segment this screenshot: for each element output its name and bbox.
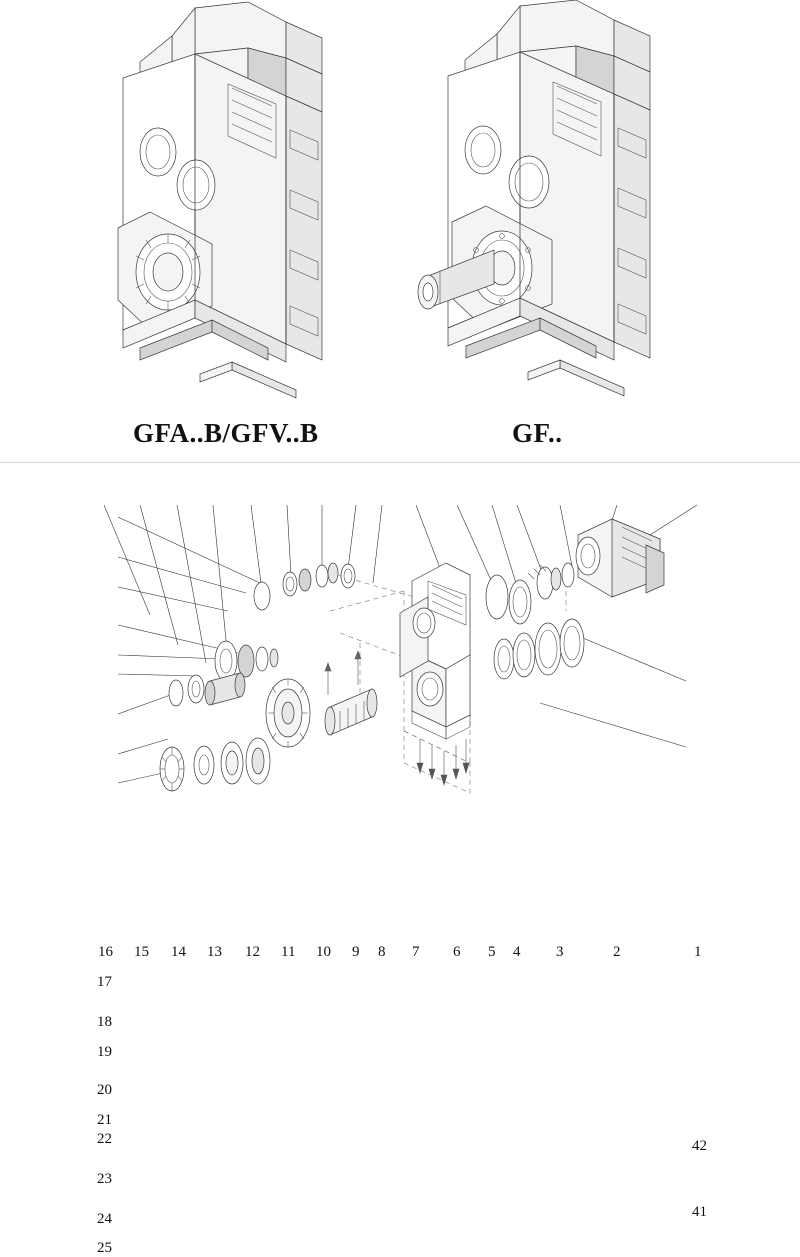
caption-right-model: GF.. xyxy=(512,418,563,448)
callout-4: 4 xyxy=(513,944,521,960)
callout-42: 42 xyxy=(692,1138,707,1154)
callout-8: 8 xyxy=(378,944,386,960)
callout-11: 11 xyxy=(281,944,296,960)
callout-10: 10 xyxy=(316,944,331,960)
exploded-parts-diagram xyxy=(0,463,800,1256)
callout-12: 12 xyxy=(245,944,260,960)
callout-6: 6 xyxy=(453,944,461,960)
callout-24: 24 xyxy=(97,1211,112,1227)
callout-2: 2 xyxy=(613,944,621,960)
exploded-diagram-svg xyxy=(0,463,800,800)
callout-17: 17 xyxy=(97,974,112,990)
product-isometric-views xyxy=(0,0,800,462)
isometric-views-svg xyxy=(0,0,800,462)
parts-stack-right xyxy=(494,619,584,679)
callout-21: 21 xyxy=(97,1112,112,1128)
callout-1: 1 xyxy=(694,944,702,960)
callout-20: 20 xyxy=(97,1082,112,1098)
callout-15: 15 xyxy=(134,944,149,960)
right-gear-unit-drawing xyxy=(418,0,650,396)
callout-13: 13 xyxy=(207,944,222,960)
left-gear-unit-drawing xyxy=(118,2,322,398)
callout-14: 14 xyxy=(171,944,186,960)
callout-19: 19 xyxy=(97,1044,112,1060)
base-plate-bottom xyxy=(404,731,470,793)
motor-adapter-block xyxy=(576,519,664,597)
callout-25: 25 xyxy=(97,1240,112,1256)
callout-16: 16 xyxy=(98,944,113,960)
callout-22: 22 xyxy=(97,1131,112,1147)
callout-3: 3 xyxy=(556,944,564,960)
parts-stack-middle xyxy=(160,641,377,791)
callout-7: 7 xyxy=(412,944,420,960)
leader-lines-left xyxy=(118,517,260,783)
callout-5: 5 xyxy=(488,944,496,960)
callout-41: 41 xyxy=(692,1204,707,1220)
callout-9: 9 xyxy=(352,944,360,960)
caption-left-model: GFA..B/GFV..B xyxy=(133,418,319,448)
callout-23: 23 xyxy=(97,1171,112,1187)
callout-18: 18 xyxy=(97,1014,112,1030)
